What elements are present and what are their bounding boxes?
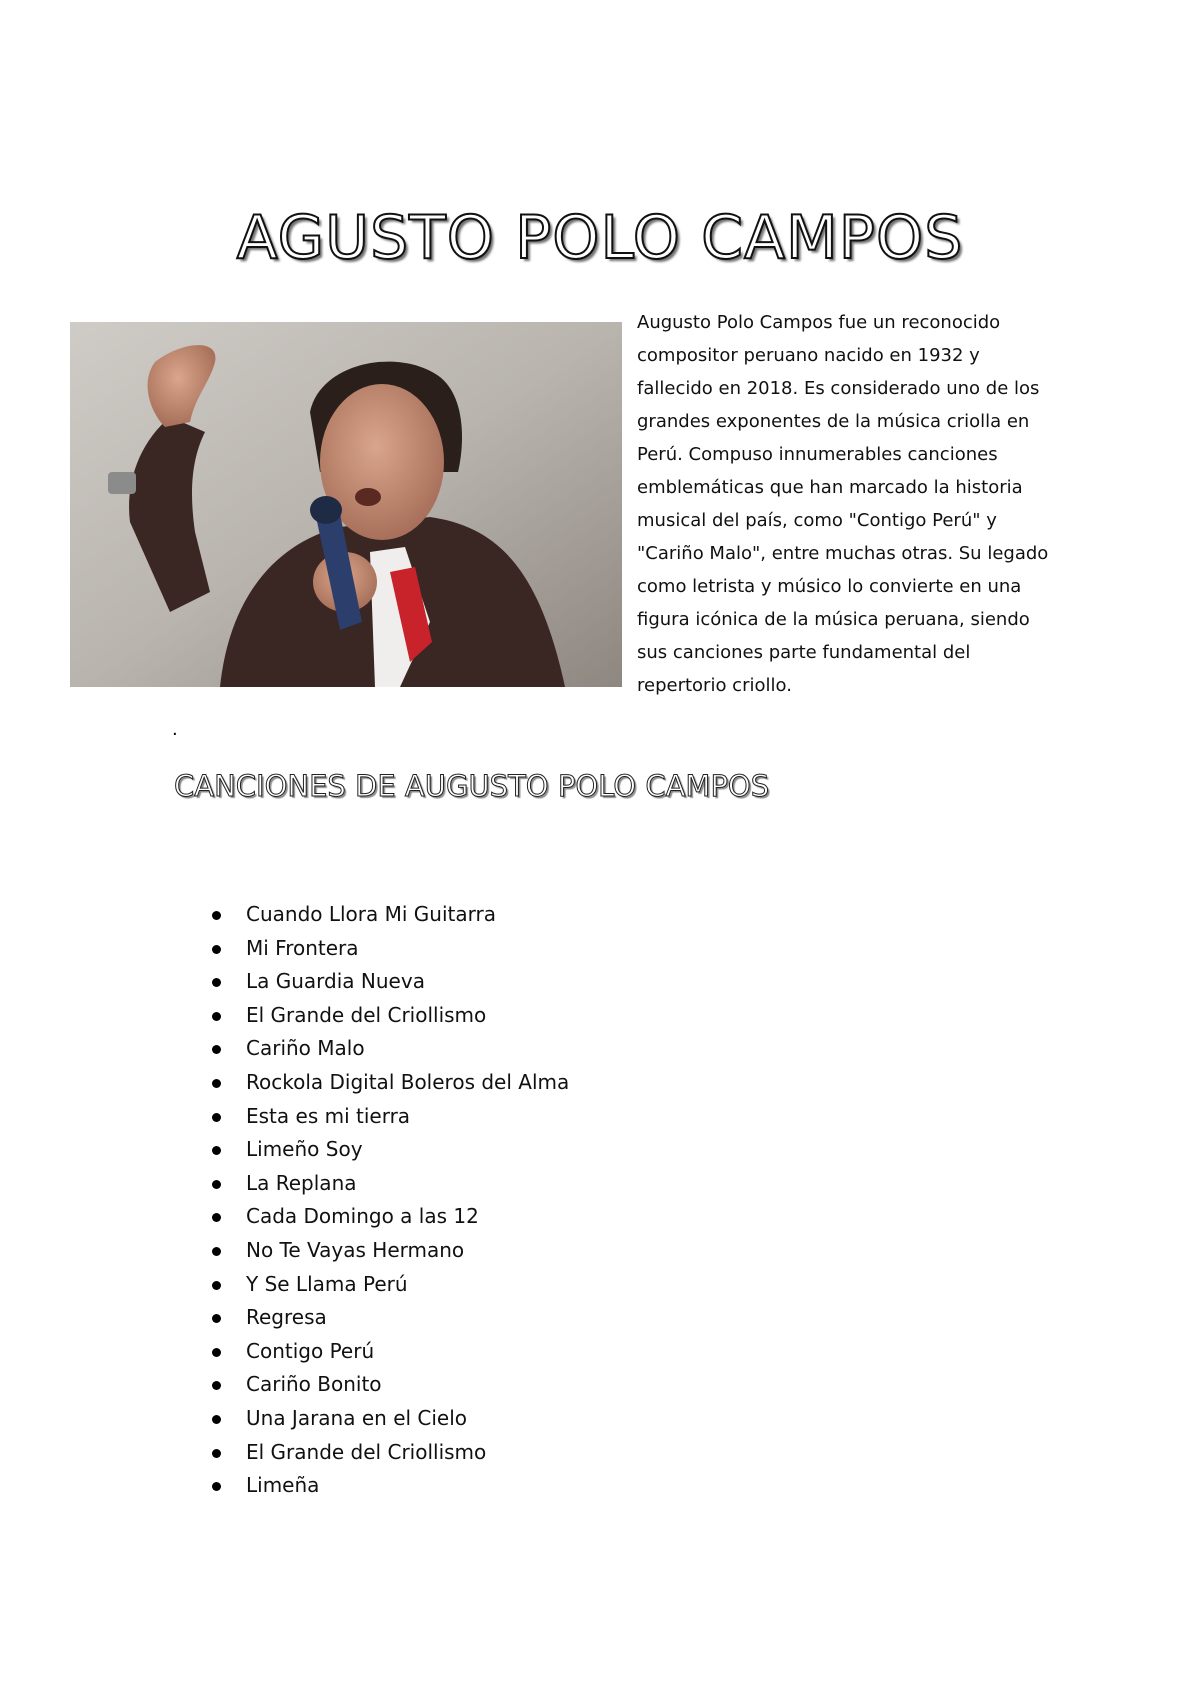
list-item	[208, 1167, 569, 1201]
song-title: Limeño Soy	[246, 1137, 363, 1162]
list-item	[208, 999, 569, 1033]
bullet-icon	[212, 978, 221, 987]
list-item	[208, 1133, 569, 1167]
bullet-icon	[212, 1012, 221, 1021]
song-title: Contigo Perú	[246, 1338, 375, 1363]
song-title: Regresa	[246, 1305, 327, 1330]
list-item	[208, 932, 569, 966]
list-item	[208, 1402, 569, 1436]
song-title: Cada Domingo a las 12	[246, 1204, 479, 1229]
stray-period: .	[172, 719, 178, 740]
list-item	[208, 1301, 569, 1335]
bullet-icon	[212, 945, 221, 954]
bullet-icon	[212, 1415, 221, 1424]
song-title: Cariño Bonito	[246, 1372, 382, 1397]
song-title: No Te Vayas Hermano	[246, 1237, 465, 1262]
intro-paragraph: Augusto Polo Campos fue un reconocido compositor peruano nacido en 1932 y fallecido en 2018. Es considerado uno de los grandes exponentes de la música criolla en Perú. Compuso innumerables canciones emblemáticas que han marcado la historia musical del país, como "Contigo Perú" y "Cariño Malo", entre muchas otras. Su legado como letrista y músico lo convierte en una figura icónica de la música peruana, siendo sus canciones parte fundamental del repertorio criollo.	[637, 312, 1049, 696]
song-title: Una Jarana en el Cielo	[246, 1405, 468, 1430]
bullet-icon	[212, 911, 221, 920]
list-item	[208, 1368, 569, 1402]
bullet-icon	[212, 1213, 221, 1222]
list-item	[208, 1234, 569, 1268]
list-item	[208, 898, 569, 932]
bullet-icon	[212, 1045, 221, 1054]
list-item	[208, 1335, 569, 1369]
list-item	[208, 1100, 569, 1134]
song-title: Mi Frontera	[246, 935, 359, 960]
bullet-icon	[212, 1381, 221, 1390]
bullet-icon	[212, 1281, 221, 1290]
bullet-icon	[212, 1348, 221, 1357]
list-item	[208, 965, 569, 999]
list-item	[208, 1066, 569, 1100]
songs-list	[208, 898, 569, 1503]
list-item	[208, 1436, 569, 1470]
song-title: Cariño Malo	[246, 1036, 365, 1061]
list-item	[208, 1032, 569, 1066]
bullet-icon	[212, 1113, 221, 1122]
song-title: El Grande del Criollismo	[246, 1002, 487, 1027]
bullet-icon	[212, 1482, 221, 1491]
bullet-icon	[212, 1247, 221, 1256]
song-title: El Grande del Criollismo	[246, 1439, 487, 1464]
song-title: Esta es mi tierra	[246, 1103, 411, 1128]
song-title: Rockola Digital Boleros del Alma	[246, 1069, 570, 1094]
portrait-photo	[70, 322, 622, 687]
bullet-icon	[212, 1180, 221, 1189]
song-title: Limeña	[246, 1473, 320, 1498]
bullet-icon	[212, 1079, 221, 1088]
list-item	[208, 1469, 569, 1503]
song-title: Y Se Llama Perú	[246, 1271, 408, 1296]
bullet-icon	[212, 1314, 221, 1323]
song-title: Cuando Llora Mi Guitarra	[246, 902, 496, 926]
song-title: La Replana	[246, 1170, 357, 1195]
list-item	[208, 1200, 569, 1234]
bullet-icon	[212, 1146, 221, 1155]
songs-heading: CANCIONES DE AUGUSTO POLO CAMPOS	[174, 769, 770, 803]
song-title: La Guardia Nueva	[246, 969, 425, 994]
list-item	[208, 1268, 569, 1302]
document-title: AGUSTO POLO CAMPOS	[236, 203, 964, 273]
bullet-icon	[212, 1449, 221, 1458]
